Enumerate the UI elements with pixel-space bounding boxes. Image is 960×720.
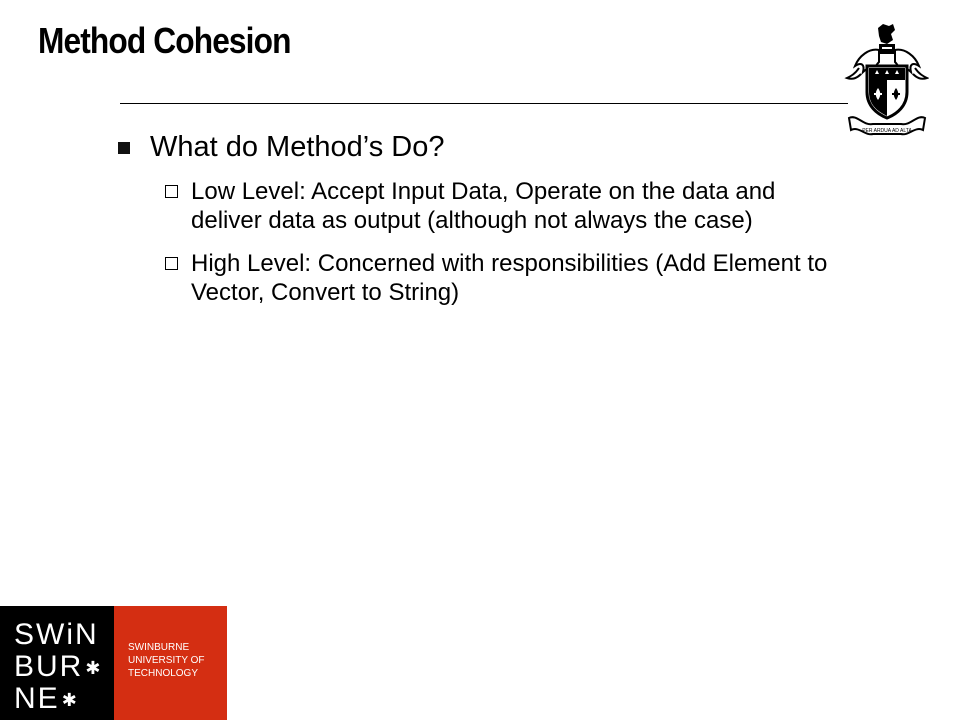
sub-bullet-item	[165, 249, 851, 307]
university-line-2: UNIVERSITY OF	[128, 655, 205, 666]
sub-bullet-text: Low Level: Accept Input Data, Operate on the data and deliver data as output (although not always the case)	[191, 178, 776, 234]
coat-of-arms-icon	[843, 22, 929, 140]
bullet-text: What do Method’s Do?	[150, 131, 445, 163]
sub-bullet-text: High Level: Concerned with responsibilities (Add Element to Vector, Convert to String)	[191, 250, 828, 306]
university-line-3: TECHNOLOGY	[128, 668, 199, 679]
wordmark-line-1: SWiN	[14, 618, 99, 651]
hollow-square-bullet-icon	[165, 185, 178, 198]
sub-bullet-item	[165, 177, 851, 235]
university-name-block	[114, 606, 227, 720]
square-bullet-icon	[118, 142, 130, 154]
bullet-item	[118, 127, 878, 167]
title-divider	[120, 103, 848, 104]
wordmark-line-3: NE ✱	[14, 682, 79, 715]
slide-content	[118, 127, 878, 321]
university-line-1: SWINBURNE	[128, 642, 190, 653]
wordmark-line-2: BUR ✱	[14, 650, 103, 683]
hollow-square-bullet-icon	[165, 257, 178, 270]
crest-motto: PER ARDUA AD ALTA	[862, 128, 912, 134]
star-icon: ✱	[61, 690, 79, 711]
swinburne-wordmark	[0, 606, 114, 720]
slide-title: Method Cohesion	[38, 20, 291, 61]
star-icon: ✱	[85, 658, 103, 679]
